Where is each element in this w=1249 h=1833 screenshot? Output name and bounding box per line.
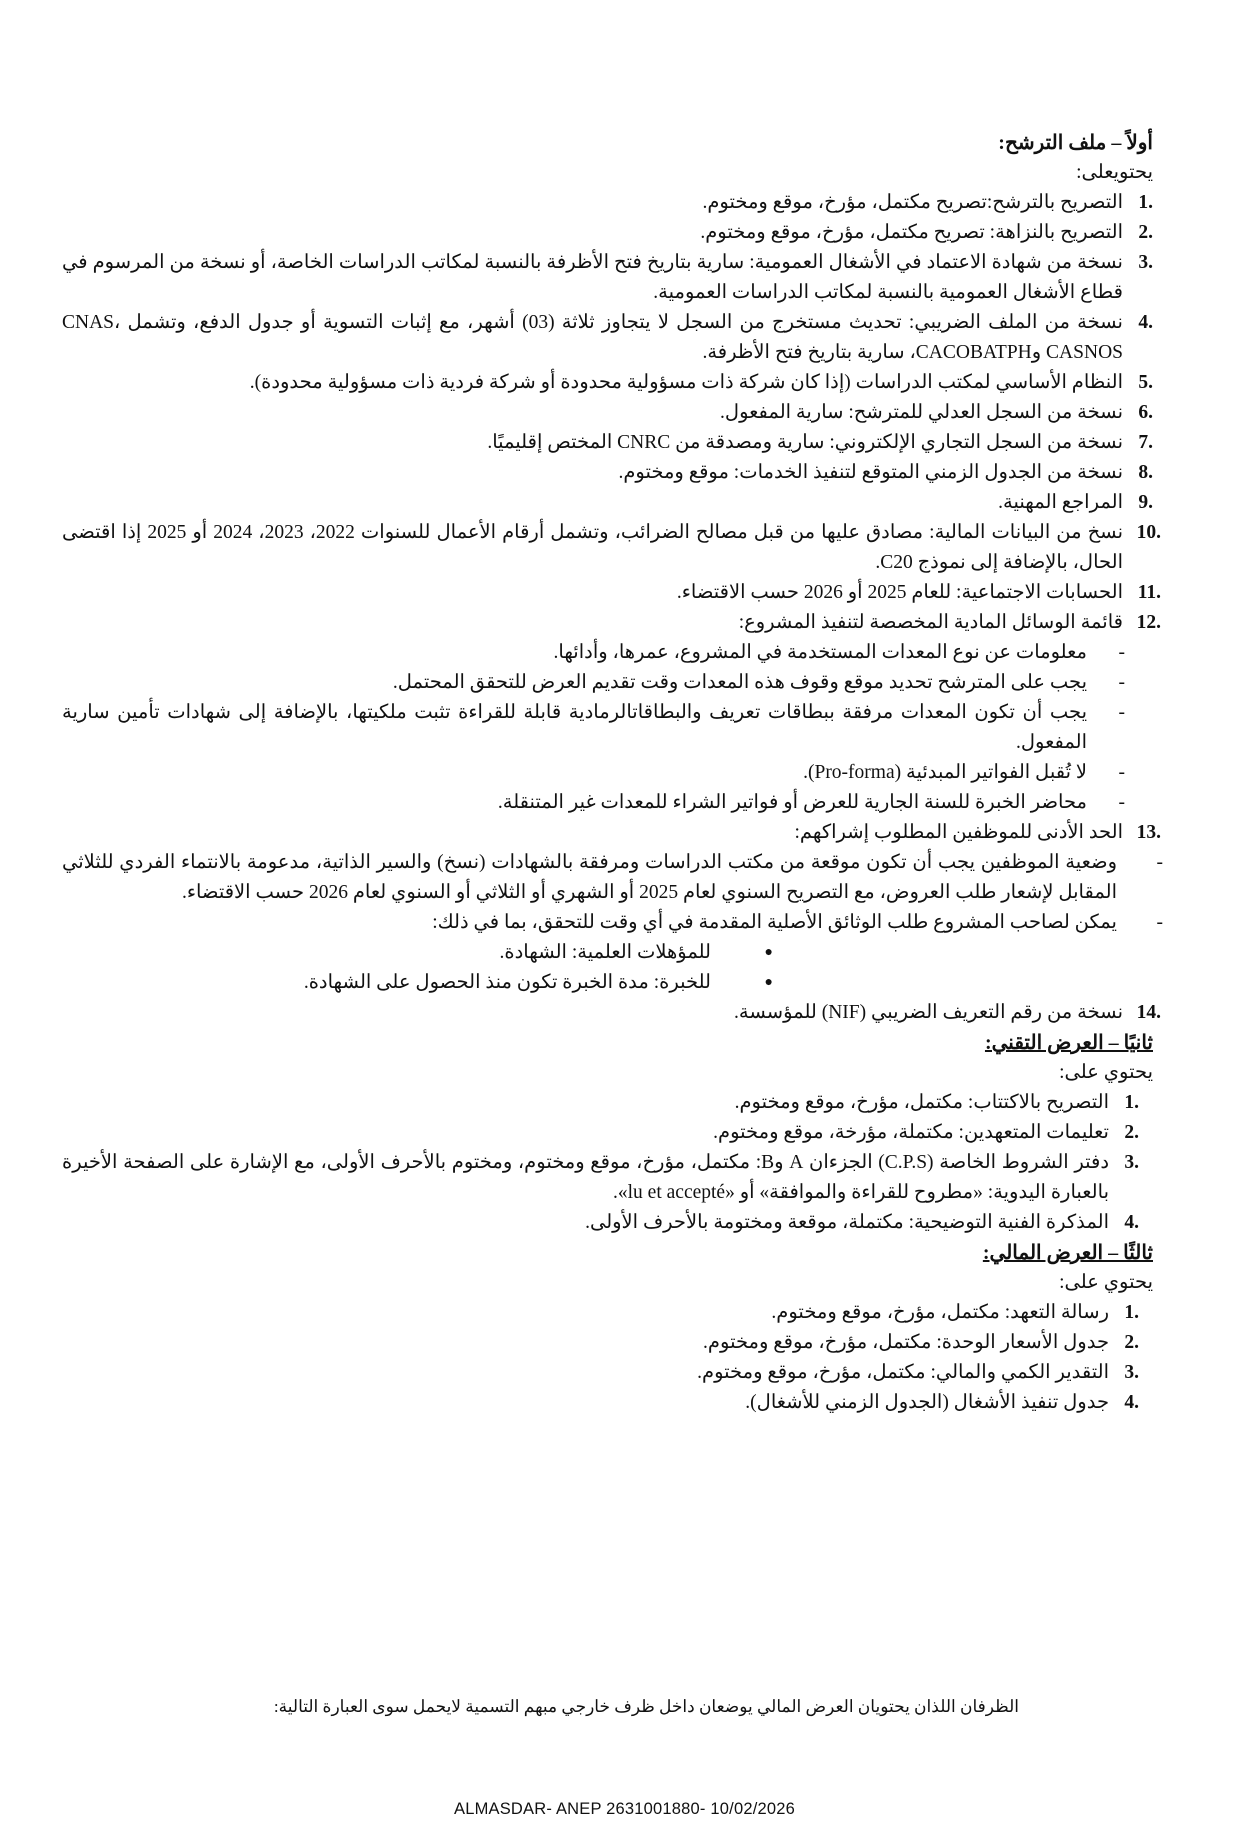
item-text: نسخة من الجدول الزمني المتوقع لتنفيذ الخدمات: موقع ومختوم. [618, 462, 1123, 483]
dash-marker: - [1118, 642, 1125, 663]
sub-item [62, 908, 1163, 938]
sub-item [62, 698, 1125, 758]
item-number: 5. [1138, 372, 1153, 393]
item-number: 11. [1137, 582, 1161, 603]
list-item [62, 1298, 1139, 1328]
list-item [62, 818, 1161, 848]
item-number: 14. [1136, 1002, 1161, 1023]
list-item [62, 398, 1153, 428]
item-text: المراجع المهنية. [998, 492, 1123, 513]
item-text: جدول الأسعار الوحدة: مكتمل، مؤرخ، موقع ومختوم. [703, 1332, 1109, 1353]
section-2-intro: يحتوي على: [1059, 1062, 1153, 1083]
item-number: 8. [1138, 462, 1153, 483]
item-number: 1. [1138, 192, 1153, 213]
sub-item [62, 638, 1125, 668]
list-item [62, 578, 1161, 608]
list-item [62, 518, 1161, 578]
section-3-list [62, 1298, 1153, 1418]
sub-item-text: وضعية الموظفين يجب أن تكون موقعة من مكتب الدراسات ومرفقة بالشهادات (نسخ) والسير الذاتية، مدعومة بالانتماء الفردي للثلاثي المقابل لإشعار طلب العروض، مع التصريح السنوي لعام 2025 أو الشهري أو الثلاثي أو السنوي لعام 2026 حسب الاقتضاء. [62, 852, 1117, 903]
section-1-title: أولاً – ملف الترشح: [998, 132, 1153, 154]
list-item [62, 488, 1153, 518]
item-text: المذكرة الفنية التوضيحية: مكتملة، موقعة ومختومة بالأحرف الأولى. [585, 1212, 1109, 1233]
list-item [62, 1388, 1139, 1418]
item-number: 13. [1136, 822, 1161, 843]
item-number: 1. [1124, 1092, 1139, 1113]
section-2-list [62, 1088, 1153, 1238]
item-text: نسخة من السجل التجاري الإلكتروني: سارية ومصدقة من CNRC المختص إقليميًا. [487, 432, 1123, 453]
item-number: 7. [1138, 432, 1153, 453]
sub-item-text: لا تُقبل الفواتير المبدئية (Pro-forma). [803, 762, 1087, 783]
document-body [62, 128, 1163, 1418]
dash-marker: - [1118, 792, 1125, 813]
sub-item [62, 668, 1125, 698]
item-number: 4. [1124, 1212, 1139, 1233]
item-text: نسخة من السجل العدلي للمترشح: سارية المفعول. [720, 402, 1123, 423]
sub-item [62, 758, 1125, 788]
item-number: 12. [1136, 612, 1161, 633]
item-number: 10. [1136, 522, 1161, 543]
item-text: نسخة من شهادة الاعتماد في الأشغال العمومية: سارية بتاريخ فتح الأظرفة بالنسبة لمكاتب الدراسات الخاصة، أو نسخة من المرسوم في قطاع الأشغال العمومية بالنسبة لمكاتب الدراسات العمومية. [62, 252, 1123, 303]
item-text: نسخة من الملف الضريبي: تحديث مستخرج من السجل لا يتجاوز ثلاثة (03) أشهر، مع إثبات التسوية أو جدول الدفع، وتشمل CNAS، CASNOS وCACOBATPH، سارية بتاريخ فتح الأظرفة. [62, 312, 1123, 363]
list-item [62, 218, 1153, 248]
item-number: 9. [1138, 492, 1153, 513]
item-text: رسالة التعهد: مكتمل، مؤرخ، موقع ومختوم. [771, 1302, 1109, 1323]
sub-item-text: يجب على المترشح تحديد موقع وقوف هذه المعدات وقت تقديم العرض للتحقق المحتمل. [392, 672, 1087, 693]
section-3-title: ثالثًا – العرض المالي: [982, 1242, 1153, 1264]
list-item [62, 188, 1153, 218]
item-number: 2. [1124, 1122, 1139, 1143]
dash-marker: - [1156, 912, 1163, 933]
list-item [62, 608, 1161, 638]
dash-marker: - [1118, 762, 1125, 783]
bullet-item [62, 968, 773, 998]
item-12-sublist [62, 638, 1153, 818]
dash-marker: - [1156, 852, 1163, 873]
item-number: 1. [1124, 1302, 1139, 1323]
item-text: دفتر الشروط الخاصة (C.P.S) الجزءان A وB: مكتمل، مؤرخ، موقع ومختوم، ومختوم بالأحرف الأولى، مع الإشارة على الصفحة الأخيرة بالعبارة اليدوية: «مطروح للقراءة والموافقة» أو «lu et accepté». [62, 1152, 1110, 1203]
section-2-title: ثانيًا – العرض التقني: [984, 1032, 1153, 1054]
item-text: نسخ من البيانات المالية: مصادق عليها من قبل مصالح الضرائب، وتشمل أرقام الأعمال للسنوات 2022، 2023، 2024 أو 2025 إذا اقتضى الحال، بالإضافة إلى نموذج C20. [62, 522, 1123, 573]
footnote: الظرفان اللذان يحتويان العرض المالي يوضعان داخل ظرف خارجي مبهم التسمية لايحمل سوى العبارة التالية: [273, 1697, 1019, 1716]
item-text: نسخة من رقم التعريف الضريبي (NIF) للمؤسسة. [734, 1002, 1123, 1023]
item-number: 3. [1124, 1362, 1139, 1383]
bullet-item-text: للمؤهلات العلمية: الشهادة. [499, 942, 711, 963]
item-text: التصريح بالترشح:تصريح مكتمل، مؤرخ، موقع ومختوم. [702, 192, 1123, 213]
item-number: 4. [1138, 312, 1153, 333]
item-number: 2. [1124, 1332, 1139, 1353]
item-text: التقدير الكمي والمالي: مكتمل، مؤرخ، موقع ومختوم. [697, 1362, 1109, 1383]
item-number: 4. [1124, 1392, 1139, 1413]
sub-item-text: يجب أن تكون المعدات مرفقة ببطاقات تعريف والبطاقاتالرمادية قابلة للقراءة تثبت ملكيتها، بالإضافة إلى شهادات تأمين سارية المفعول. [62, 702, 1087, 753]
bullet-item [62, 938, 773, 968]
section-3-intro: يحتوي على: [1059, 1272, 1153, 1293]
list-item [62, 1118, 1139, 1148]
list-item [62, 1088, 1139, 1118]
sub-item [62, 788, 1125, 818]
item-13-sublist [62, 848, 1163, 998]
list-item [62, 1358, 1139, 1388]
bullet-marker: ● [764, 945, 773, 960]
list-item [62, 1148, 1139, 1208]
item-text: قائمة الوسائل المادية المخصصة لتنفيذ المشروع: [738, 612, 1123, 633]
sub-item-text: يمكن لصاحب المشروع طلب الوثائق الأصلية المقدمة في أي وقت للتحقق، بما في ذلك: [432, 912, 1117, 933]
item-text: النظام الأساسي لمكتب الدراسات (إذا كان شركة ذات مسؤولية محدودة أو شركة فردية ذات مسؤولية محدودة). [249, 372, 1123, 393]
item-text: الحسابات الاجتماعية: للعام 2025 أو 2026 حسب الاقتضاء. [676, 582, 1123, 603]
sub-item [62, 848, 1163, 908]
item-number: 6. [1138, 402, 1153, 423]
list-item [62, 428, 1153, 458]
list-item [62, 248, 1153, 308]
list-item [62, 1208, 1139, 1238]
list-item [62, 1328, 1139, 1358]
item-text: التصريح بالاكتتاب: مكتمل، مؤرخ، موقع ومختوم. [734, 1092, 1109, 1113]
list-item [62, 368, 1153, 398]
bullet-item-text: للخبرة: مدة الخبرة تكون منذ الحصول على الشهادة. [303, 972, 711, 993]
item-number: 2. [1138, 222, 1153, 243]
sub-item-text: محاضر الخبرة للسنة الجارية للعرض أو فواتير الشراء للمعدات غير المتنقلة. [497, 792, 1087, 813]
dash-marker: - [1118, 672, 1125, 693]
item-number: 3. [1124, 1152, 1139, 1173]
publication-reference: ALMASDAR- ANEP 2631001880- 10/02/2026 [454, 1800, 795, 1818]
item-text: تعليمات المتعهدين: مكتملة، مؤرخة، موقع ومختوم. [713, 1122, 1109, 1143]
list-item [62, 998, 1161, 1028]
item-text: التصريح بالنزاهة: تصريح مكتمل، مؤرخ، موقع ومختوم. [700, 222, 1123, 243]
bullet-marker: ● [764, 975, 773, 990]
sub-item-text: معلومات عن نوع المعدات المستخدمة في المشروع، عمرها، وأدائها. [553, 642, 1087, 663]
item-text: الحد الأدنى للموظفين المطلوب إشراكهم: [794, 822, 1123, 843]
list-item [62, 458, 1153, 488]
list-item [62, 308, 1153, 368]
item-text: جدول تنفيذ الأشغال (الجدول الزمني للأشغال). [745, 1392, 1109, 1413]
section-1-intro: يحتويعلى: [1076, 162, 1153, 183]
dash-marker: - [1118, 702, 1125, 723]
item-number: 3. [1138, 252, 1153, 273]
